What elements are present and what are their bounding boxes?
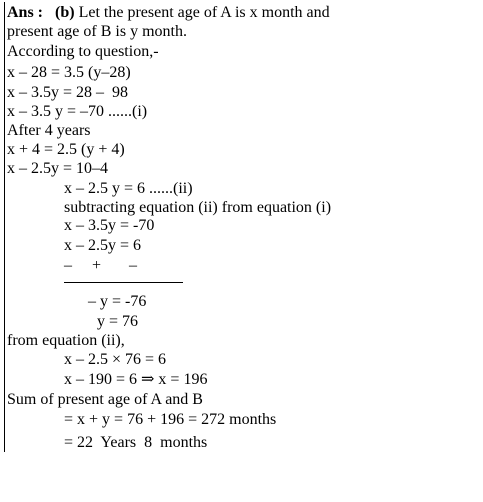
subtracting-line: subtracting equation (ii) from equation (i): [64, 199, 332, 216]
equation-line: x – 190 = 6 ⇒ x = 196: [64, 371, 208, 388]
equation-line: x – 2.5y = 6: [64, 237, 142, 254]
according-line: According to question,-: [7, 43, 159, 60]
sign-row: – + –: [64, 257, 138, 274]
equation-line: x – 3.5y = -70: [64, 217, 155, 234]
after-years-line: After 4 years: [7, 122, 91, 139]
sum-result-line: = x + y = 76 + 196 = 272 months: [64, 411, 277, 428]
equation-line: x – 28 = 3.5 (y–28): [7, 64, 131, 81]
problem-statement-line1: Let the present age of A is x month and: [78, 4, 330, 21]
equation-line: x – 3.5y = 28 – 98: [7, 84, 129, 101]
answer-header-line: [7, 3, 330, 22]
subtraction-rule: [64, 282, 183, 283]
equation-line: x – 2.5 y = 6 ......(ii): [64, 180, 193, 197]
equation-line: x – 2.5y = 10–4: [7, 160, 109, 177]
from-equation-line: from equation (ii),: [7, 332, 125, 349]
equation-line: x – 2.5 × 76 = 6: [64, 351, 167, 368]
equation-line: x – 3.5 y = –70 ......(i): [7, 103, 148, 120]
sum-label-line: Sum of present age of A and B: [7, 391, 203, 408]
final-answer-line: = 22 Years 8 months: [64, 434, 208, 451]
result-line: y = 76: [97, 313, 139, 330]
problem-statement-line2: present age of B is y month.: [7, 23, 187, 40]
equation-line: x + 4 = 2.5 (y + 4): [7, 141, 125, 158]
result-line: – y = -76: [88, 293, 147, 310]
option-label: (b): [55, 4, 75, 21]
left-border-line: [4, 2, 5, 452]
ans-label: Ans :: [7, 4, 44, 21]
